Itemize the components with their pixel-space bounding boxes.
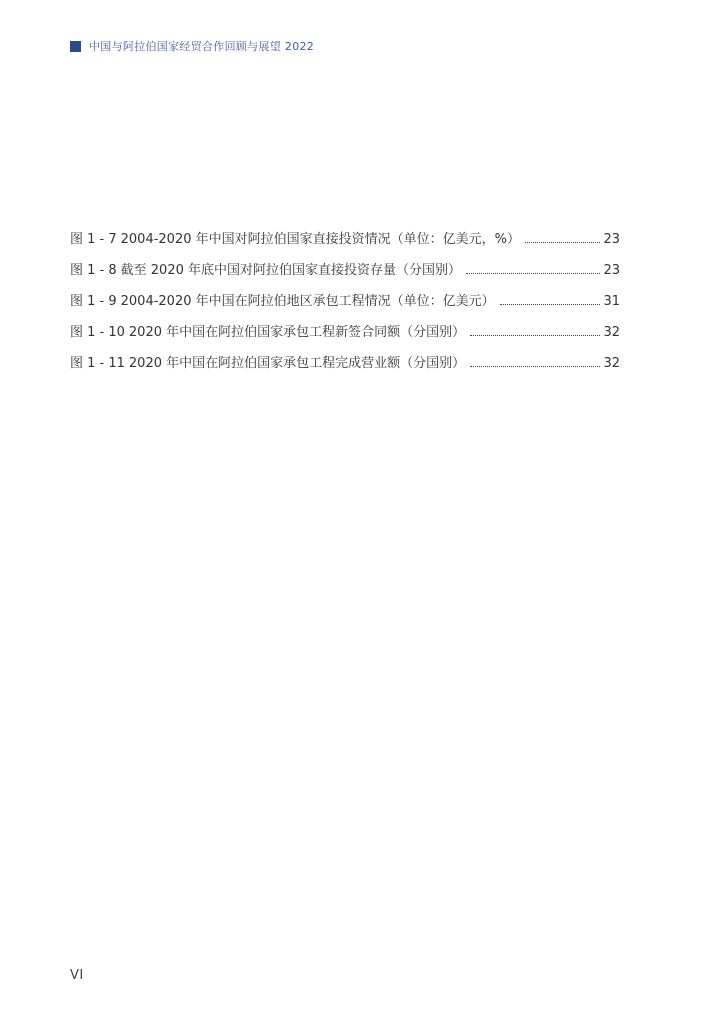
dot-leader — [466, 263, 600, 274]
page-number: 32 — [603, 356, 620, 371]
page-number: 32 — [603, 325, 620, 340]
page-number: 23 — [603, 232, 620, 247]
figure-label: 图 1 - 8 — [70, 263, 117, 278]
header-title: 中国与阿拉伯国家经贸合作回顾与展望 2022 — [89, 40, 315, 53]
toc-entry[interactable] — [70, 321, 620, 352]
dot-leader — [525, 232, 600, 243]
page-number: 31 — [603, 294, 620, 309]
figure-title: 截至 2020 年底中国对阿拉伯国家直接投资存量（分国别） — [120, 263, 461, 278]
toc-entry[interactable] — [70, 228, 620, 259]
figure-title: 2004-2020 年中国对阿拉伯国家直接投资情况（单位：亿美元，%） — [120, 232, 520, 247]
toc-entry[interactable] — [70, 259, 620, 290]
figure-label: 图 1 - 9 — [70, 294, 117, 309]
running-header — [70, 38, 314, 54]
figure-label: 图 1 - 10 — [70, 325, 125, 340]
dot-leader — [500, 294, 601, 305]
dot-leader — [470, 325, 600, 336]
figure-title: 2020 年中国在阿拉伯国家承包工程完成营业额（分国别） — [128, 356, 466, 371]
figure-label: 图 1 - 7 — [70, 232, 117, 247]
dot-leader — [470, 356, 600, 367]
figure-label: 图 1 - 11 — [70, 356, 125, 371]
toc-entry[interactable] — [70, 290, 620, 321]
figure-title: 2004-2020 年中国在阿拉伯地区承包工程情况（单位：亿美元） — [120, 294, 495, 309]
figure-list — [70, 228, 620, 383]
folio-page-number: VI — [70, 968, 84, 983]
page-number: 23 — [603, 263, 620, 278]
header-square-icon — [70, 41, 81, 52]
toc-entry[interactable] — [70, 352, 620, 383]
figure-title: 2020 年中国在阿拉伯国家承包工程新签合同额（分国别） — [128, 325, 466, 340]
